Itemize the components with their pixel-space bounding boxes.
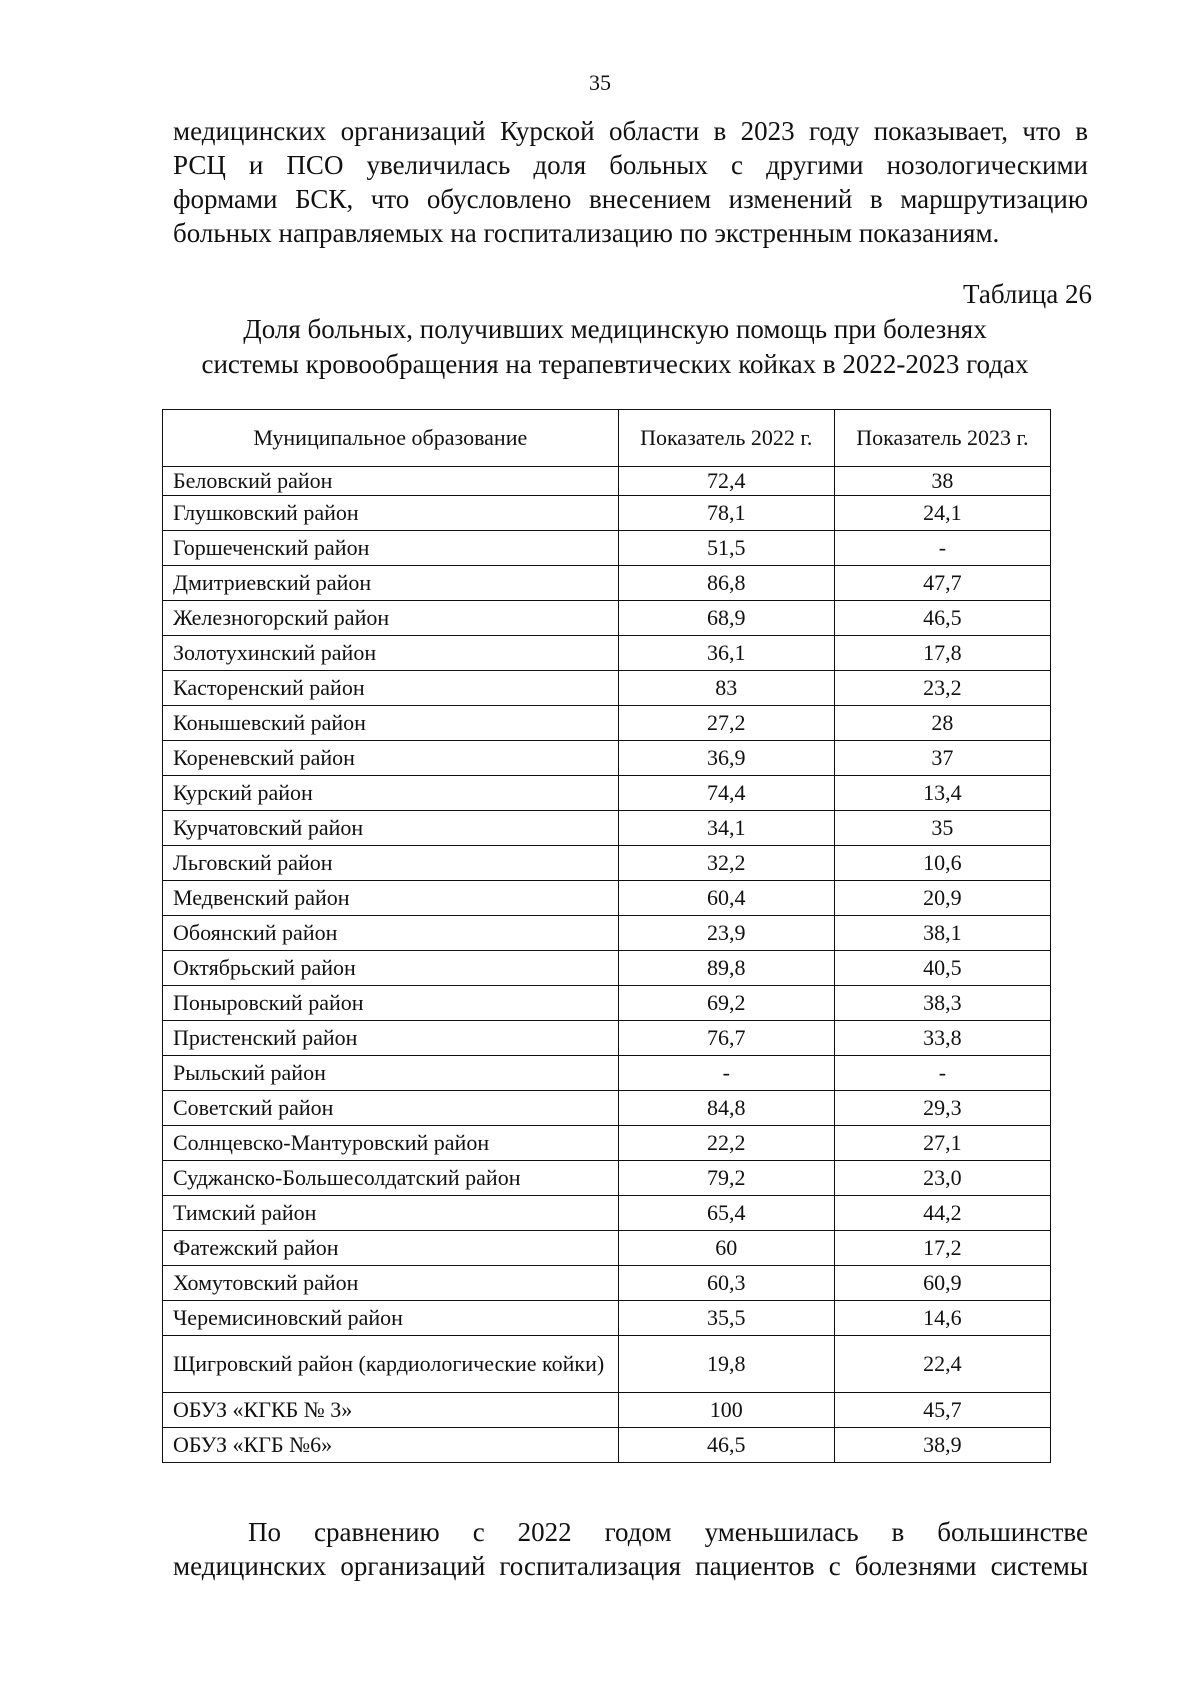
cell-municipality: Хомутовский район [163,1266,619,1301]
cell-2023: 44,2 [834,1196,1050,1231]
cell-2022: 19,8 [618,1336,834,1393]
cell-municipality: Железногорский район [163,601,619,636]
cell-municipality: Солнцевско-Мантуровский район [163,1126,619,1161]
cell-municipality: Фатежский район [163,1231,619,1266]
table-row [163,636,1051,671]
cell-2023: 28 [834,706,1050,741]
cell-2023: 14,6 [834,1301,1050,1336]
cell-2023: 24,1 [834,496,1050,531]
cell-2023: 38,3 [834,986,1050,1021]
intro-line: больных направляемых на госпитализацию по экстренным показаниям. [173,218,1000,248]
table-row [163,916,1051,951]
cell-2022: 65,4 [618,1196,834,1231]
cell-2023: 38 [834,467,1050,496]
table-row [163,531,1051,566]
table-row [163,706,1051,741]
cell-municipality: Беловский район [163,467,619,496]
table-row [163,986,1051,1021]
cell-2022: - [618,1056,834,1091]
cell-2023: 27,1 [834,1126,1050,1161]
closing-line: По сравнению с 2022 годом уменьшилась в большинстве [248,1517,1088,1547]
cell-2022: 34,1 [618,811,834,846]
cell-2022: 76,7 [618,1021,834,1056]
cell-2022: 22,2 [618,1126,834,1161]
cell-2023: 29,3 [834,1091,1050,1126]
table-row [163,601,1051,636]
table-row [163,566,1051,601]
cell-2022: 60,3 [618,1266,834,1301]
cell-2022: 86,8 [618,566,834,601]
cell-municipality: Медвенский район [163,881,619,916]
cell-2022: 78,1 [618,496,834,531]
cell-municipality: Обоянский район [163,916,619,951]
cell-2023: 35 [834,811,1050,846]
cell-municipality: Курчатовский район [163,811,619,846]
cell-2022: 84,8 [618,1091,834,1126]
cell-2022: 35,5 [618,1301,834,1336]
cell-2022: 100 [618,1393,834,1428]
cell-municipality: Курский район [163,776,619,811]
table-row [163,776,1051,811]
table-row [163,1161,1051,1196]
cell-2023: 38,9 [834,1428,1050,1463]
table-row [163,1231,1051,1266]
cell-municipality: Пристенский район [163,1021,619,1056]
header-2023: Показатель 2023 г. [834,410,1050,467]
table-row [163,1428,1051,1463]
table-row [163,1126,1051,1161]
cell-2023: 40,5 [834,951,1050,986]
table-row [163,1266,1051,1301]
cell-2022: 74,4 [618,776,834,811]
header-municipality: Муниципальное образование [163,410,619,467]
table-row [163,1393,1051,1428]
cell-municipality: ОБУЗ «КГБ №6» [163,1428,619,1463]
cell-municipality: Черемисиновский район [163,1301,619,1336]
cell-2023: 22,4 [834,1336,1050,1393]
cell-2023: 23,0 [834,1161,1050,1196]
cell-2023: 33,8 [834,1021,1050,1056]
cell-2023: 46,5 [834,601,1050,636]
cell-2022: 32,2 [618,846,834,881]
data-table [162,409,1051,1463]
cell-2022: 79,2 [618,1161,834,1196]
cell-2023: 37 [834,741,1050,776]
cell-municipality: Поныровский район [163,986,619,1021]
table-row [163,1056,1051,1091]
table-row [163,1196,1051,1231]
cell-2022: 36,1 [618,636,834,671]
table-row [163,1336,1051,1393]
table-row [163,467,1051,496]
cell-municipality: Глушковский район [163,496,619,531]
cell-2023: - [834,531,1050,566]
table-row [163,671,1051,706]
intro-paragraph [173,114,1088,250]
cell-2023: 17,2 [834,1231,1050,1266]
cell-municipality: Дмитриевский район [163,566,619,601]
cell-municipality: Рыльский район [163,1056,619,1091]
cell-2023: - [834,1056,1050,1091]
table-row [163,1021,1051,1056]
cell-municipality: Тимский район [163,1196,619,1231]
table-title [150,312,1080,382]
cell-2022: 89,8 [618,951,834,986]
cell-2023: 13,4 [834,776,1050,811]
cell-2022: 23,9 [618,916,834,951]
cell-municipality: Октябрьский район [163,951,619,986]
closing-line: медицинских организаций госпитализация пациентов с болезнями системы [173,1551,1088,1581]
cell-2022: 69,2 [618,986,834,1021]
table-row [163,741,1051,776]
cell-municipality: ОБУЗ «КГКБ № 3» [163,1393,619,1428]
cell-2022: 60 [618,1231,834,1266]
cell-2022: 27,2 [618,706,834,741]
cell-municipality: Суджанско-Большесолдатский район [163,1161,619,1196]
cell-municipality: Советский район [163,1091,619,1126]
cell-municipality: Щигровский район (кардиологические койки) [163,1336,619,1393]
cell-2023: 60,9 [834,1266,1050,1301]
cell-municipality: Льговский район [163,846,619,881]
cell-municipality: Горшеченский район [163,531,619,566]
cell-2023: 10,6 [834,846,1050,881]
cell-2022: 83 [618,671,834,706]
cell-2022: 36,9 [618,741,834,776]
intro-line: медицинских организаций Курской области в 2023 году показывает, что в [173,116,1088,146]
header-2022: Показатель 2022 г. [618,410,834,467]
table-title-line: системы кровообращения на терапевтических койках в 2022-2023 годах [201,349,1029,379]
table-header-row [163,410,1051,467]
cell-2022: 51,5 [618,531,834,566]
table-row [163,846,1051,881]
table-row [163,1091,1051,1126]
table-body [163,467,1051,1463]
cell-2023: 47,7 [834,566,1050,601]
cell-2022: 72,4 [618,467,834,496]
intro-line: РСЦ и ПСО увеличилась доля больных с другими нозологическими [173,150,1088,180]
cell-2023: 20,9 [834,881,1050,916]
intro-line: формами БСК, что обусловлено внесением изменений в маршрутизацию [173,184,1088,214]
table-title-line: Доля больных, получивших медицинскую помощь при болезнях [243,314,987,344]
cell-2023: 17,8 [834,636,1050,671]
cell-municipality: Конышевский район [163,706,619,741]
table-label: Таблица 26 [963,279,1092,309]
cell-2023: 45,7 [834,1393,1050,1428]
table-row [163,881,1051,916]
cell-2022: 60,4 [618,881,834,916]
cell-2022: 68,9 [618,601,834,636]
table-row [163,811,1051,846]
closing-paragraph [173,1515,1088,1583]
cell-municipality: Кореневский район [163,741,619,776]
cell-2023: 23,2 [834,671,1050,706]
page-number: 35 [589,70,611,95]
cell-2022: 46,5 [618,1428,834,1463]
table-row [163,951,1051,986]
cell-2023: 38,1 [834,916,1050,951]
cell-municipality: Золотухинский район [163,636,619,671]
cell-municipality: Касторенский район [163,671,619,706]
table-row [163,1301,1051,1336]
table-row [163,496,1051,531]
